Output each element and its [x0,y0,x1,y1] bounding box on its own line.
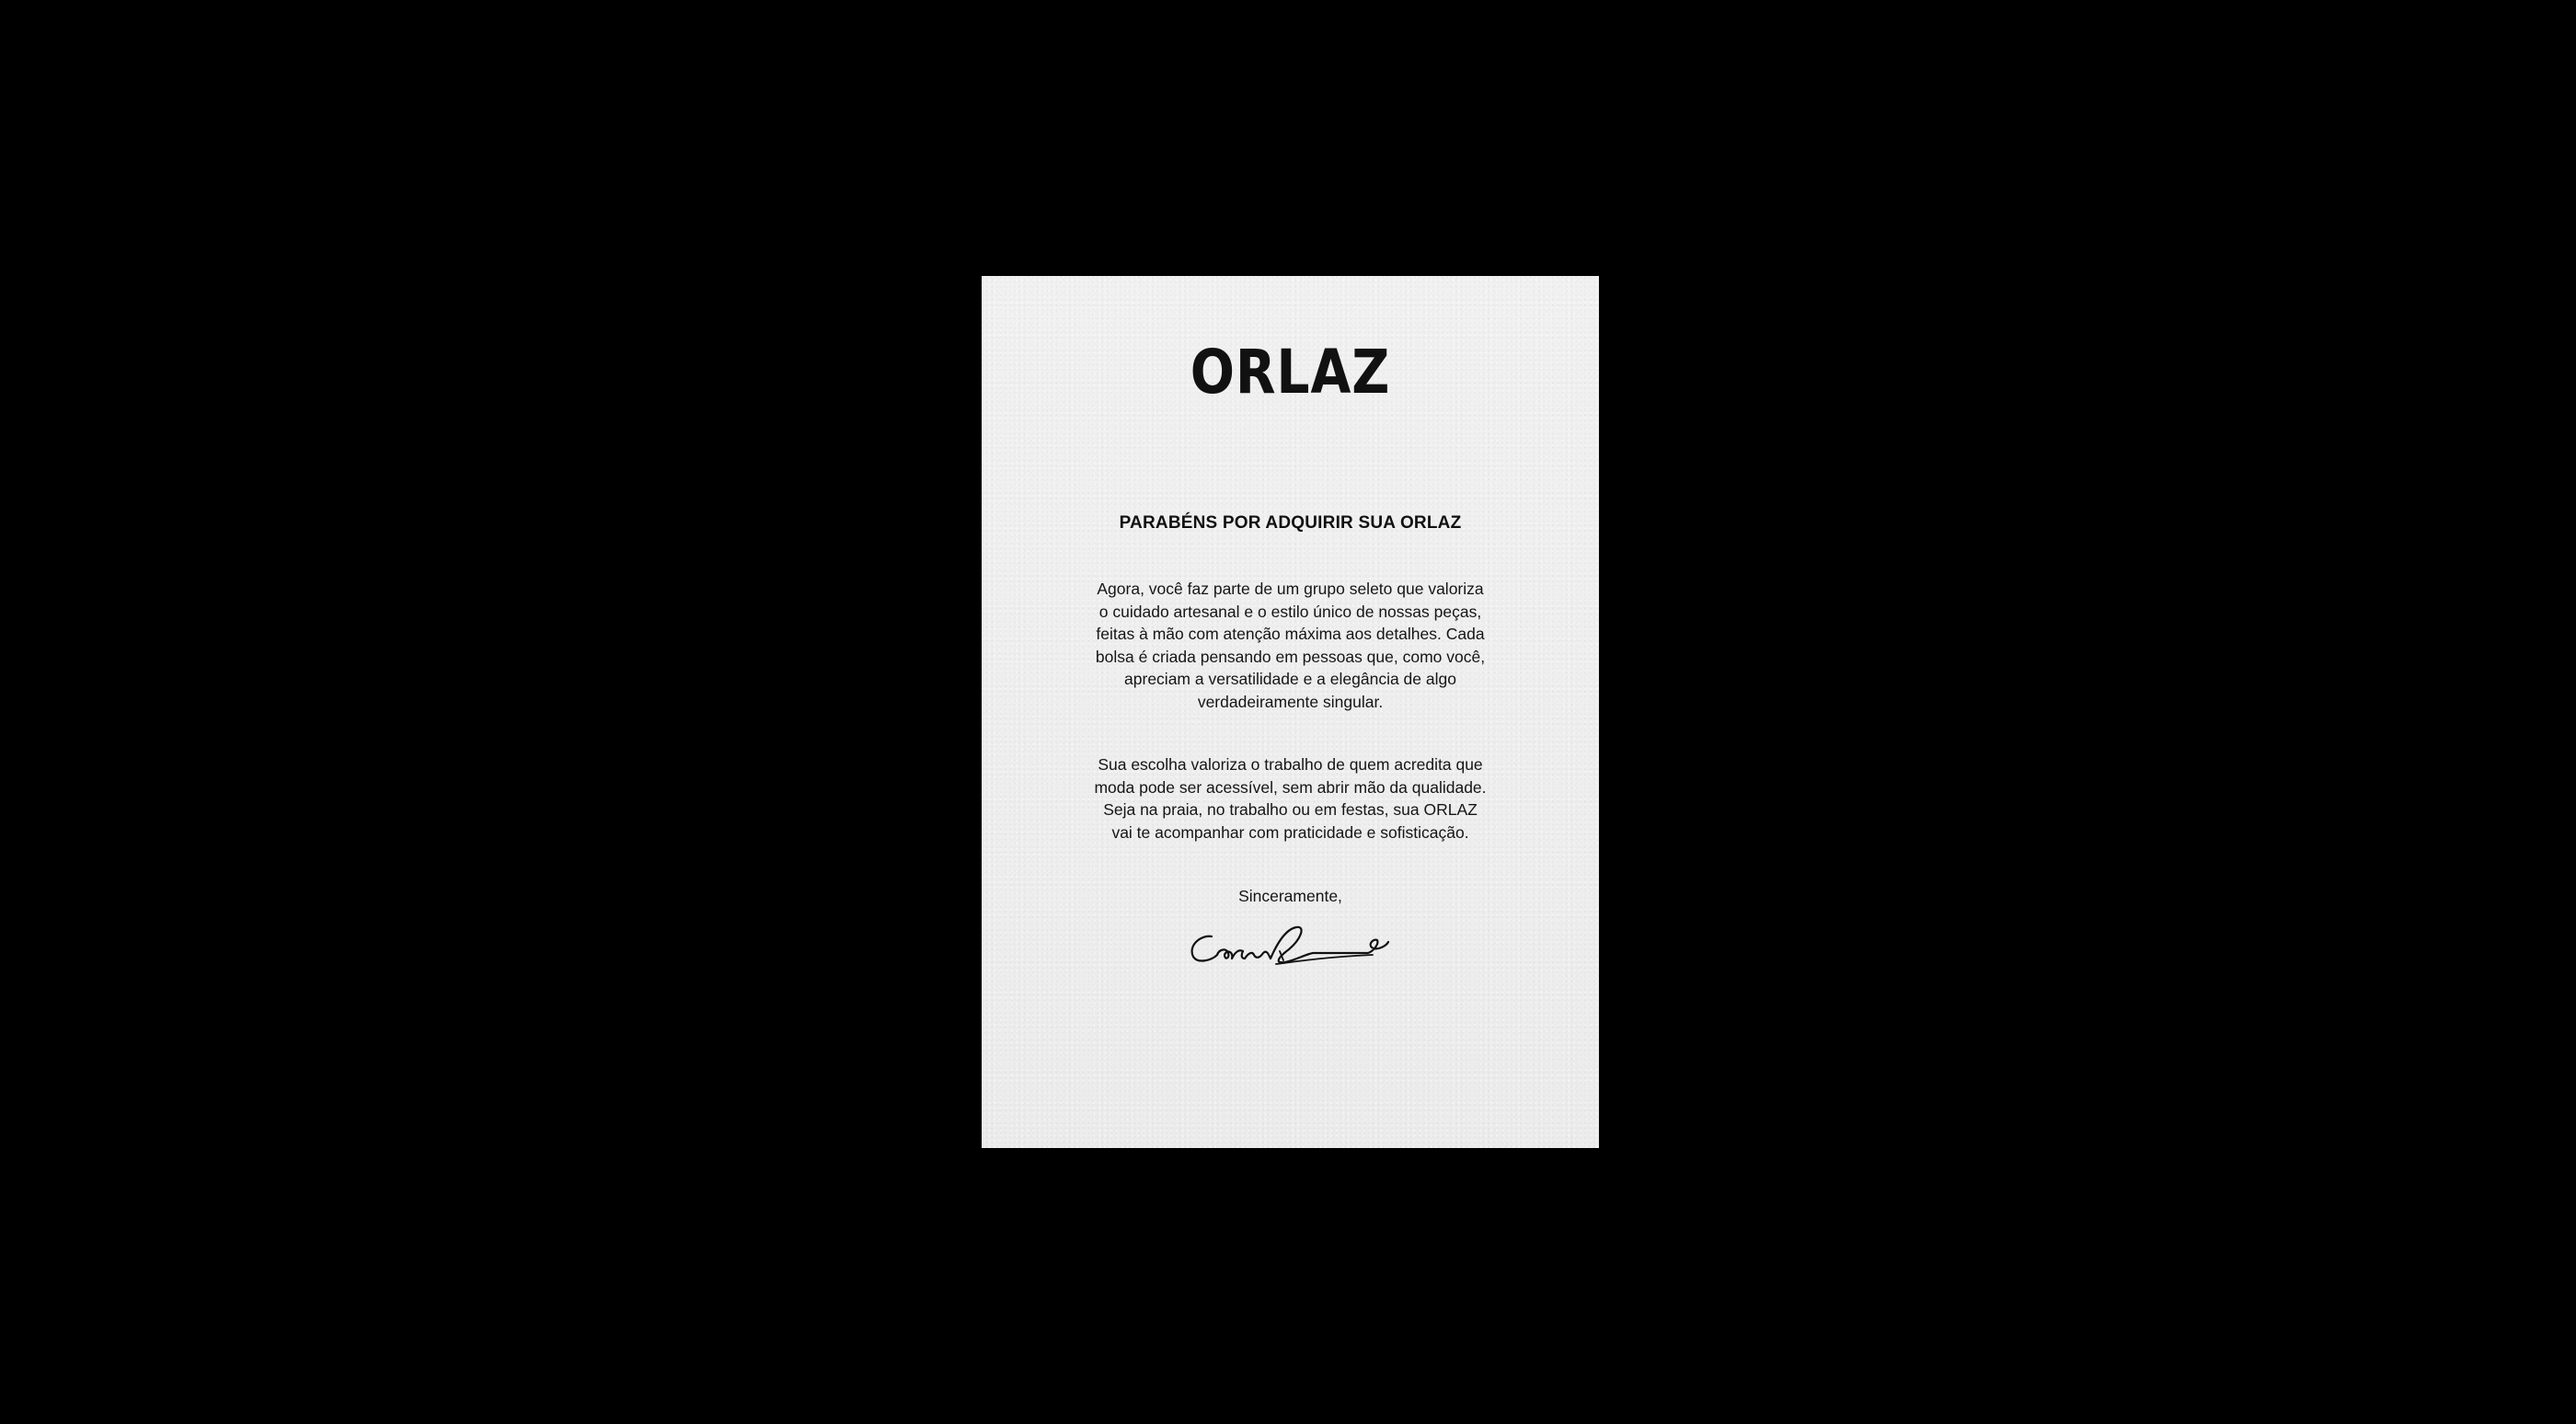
paragraph-line: Sua escolha valoriza o trabalho de quem acredita que [1098,755,1483,774]
paragraph-line: Agora, você faz parte de um grupo seleto que valoriza [1097,580,1484,598]
brand-logo: ORLAZ [1190,337,1391,408]
paragraph-line: verdadeiramente singular. [1197,692,1384,711]
signature-icon [1184,918,1396,973]
paragraph-line: Seja na praia, no trabalho ou em festas, sua ORLAZ [1103,800,1478,819]
paragraph-line: moda pode ser acessível, sem abrir mão da qualidade. [1094,777,1487,797]
letter-paragraph-1 [1083,578,1498,713]
paragraph-line: vai te acompanhar com praticidade e sofisticação. [1111,822,1469,842]
paragraph-line: bolsa é criada pensando em pessoas que, como você, [1095,647,1486,666]
paragraph-line: o cuidado artesanal e o estilo único de nossas peças, [1098,602,1482,621]
paragraph-line: feitas à mão com atenção máxima aos detalhes. Cada [1096,625,1485,643]
letter-closing: Sinceramente, [1238,887,1342,905]
letter-card [982,276,1599,1148]
paragraph-line: apreciam a versatilidade e a elegância de algo [1124,670,1456,688]
letter-paragraph-2 [1083,753,1498,844]
letter-heading: PARABÉNS POR ADQUIRIR SUA ORLAZ [1119,513,1462,533]
